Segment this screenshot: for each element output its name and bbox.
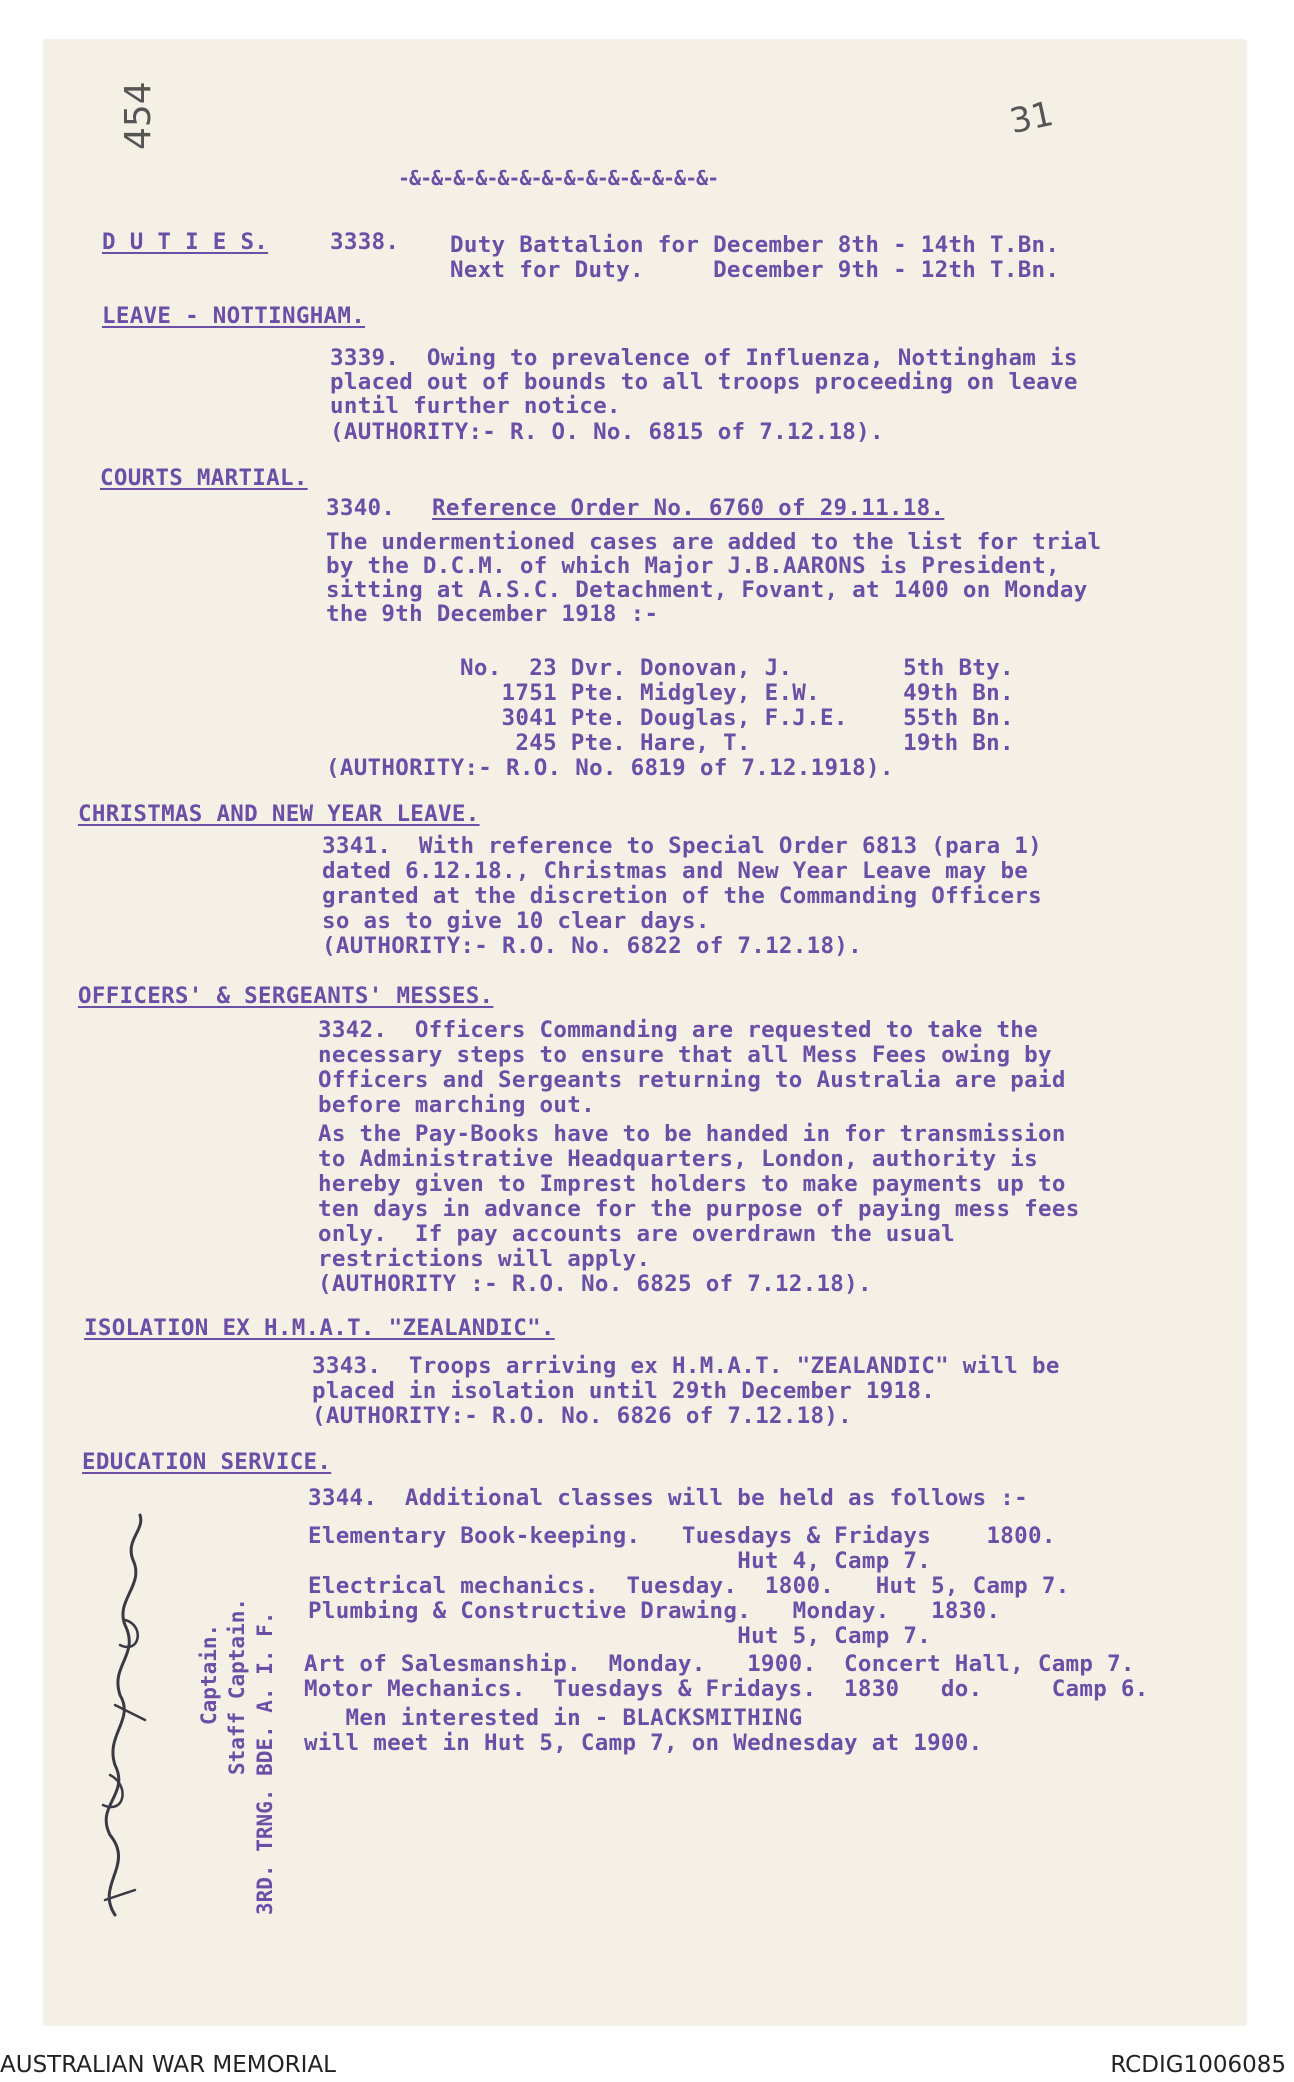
christmas-line: granted at the discretion of the Commanding Officers bbox=[322, 883, 1042, 909]
heading-duties: D U T I E S. bbox=[102, 229, 269, 255]
leave-authority: (AUTHORITY:- R. O. No. 6815 of 7.12.18). bbox=[330, 419, 884, 445]
signature-stamp bbox=[195, 1598, 279, 1915]
education-line: Art of Salesmanship. Monday. 1900. Concert Hall, Camp 7. bbox=[304, 1651, 1135, 1677]
duties-line-1: Duty Battalion for December 8th - 14th T.Bn. bbox=[450, 232, 1060, 258]
isolation-authority: (AUTHORITY:- R.O. No. 6826 of 7.12.18). bbox=[312, 1403, 852, 1429]
heading-messes: OFFICERS' & SERGEANTS' MESSES. bbox=[78, 983, 494, 1009]
duties-line-2: Next for Duty. December 9th - 12th T.Bn. bbox=[450, 257, 1060, 283]
christmas-line: 3341. With reference to Special Order 6813 (para 1) bbox=[322, 833, 1042, 859]
education-line: 3344. Additional classes will be held as follows :- bbox=[308, 1485, 1028, 1511]
courts-case: 3041 Pte. Douglas, F.J.E. 55th Bn. bbox=[460, 705, 1014, 731]
page-number-left: 454 bbox=[118, 81, 159, 150]
messes-line: As the Pay-Books have to be handed in for transmission bbox=[318, 1121, 1066, 1147]
leave-line: until further notice. bbox=[330, 393, 621, 419]
heading-education: EDUCATION SERVICE. bbox=[82, 1449, 332, 1475]
courts-line: by the D.C.M. of which Major J.B.AARONS is President, bbox=[326, 553, 1060, 579]
christmas-line: so as to give 10 clear days. bbox=[322, 908, 710, 934]
education-line: Plumbing & Constructive Drawing. Monday. 1830. bbox=[308, 1598, 1001, 1624]
messes-line: Officers and Sergeants returning to Australia are paid bbox=[318, 1067, 1066, 1093]
heading-courts-martial: COURTS MARTIAL. bbox=[100, 465, 308, 491]
courts-line: The undermentioned cases are added to the list for trial bbox=[326, 529, 1102, 555]
messes-line: 3342. Officers Commanding are requested to take the bbox=[318, 1017, 1038, 1043]
christmas-authority: (AUTHORITY:- R.O. No. 6822 of 7.12.18). bbox=[322, 933, 862, 959]
heading-leave-nottingham: LEAVE - NOTTINGHAM. bbox=[102, 303, 366, 329]
courts-line: sitting at A.S.C. Detachment, Fovant, at 1400 on Monday bbox=[326, 577, 1088, 603]
education-line: Electrical mechanics. Tuesday. 1800. Hut 5, Camp 7. bbox=[308, 1573, 1070, 1599]
leave-line: 3339. Owing to prevalence of Influenza, Nottingham is bbox=[330, 345, 1078, 371]
isolation-line: 3343. Troops arriving ex H.M.A.T. "ZEALANDIC" will be bbox=[312, 1353, 1060, 1379]
messes-line: only. If pay accounts are overdrawn the usual bbox=[318, 1221, 955, 1247]
messes-authority: (AUTHORITY :- R.O. No. 6825 of 7.12.18). bbox=[318, 1271, 872, 1297]
leave-line: placed out of bounds to all troops proceeding on leave bbox=[330, 369, 1078, 395]
signature-staff-captain: Staff Captain. bbox=[225, 1597, 249, 1775]
courts-authority: (AUTHORITY:- R.O. No. 6819 of 7.12.1918). bbox=[326, 755, 894, 781]
signature-captain: Captain. bbox=[197, 1623, 221, 1725]
courts-line: the 9th December 1918 :- bbox=[326, 601, 659, 627]
education-line: Men interested in - BLACKSMITHING bbox=[304, 1705, 803, 1731]
page-number-right: 31 bbox=[1006, 93, 1057, 143]
courts-number: 3340. bbox=[326, 495, 396, 521]
education-line: will meet in Hut 5, Camp 7, on Wednesday at 1900. bbox=[304, 1730, 983, 1756]
footer-reference: RCDIG1006085 bbox=[1110, 2052, 1286, 2078]
duties-number: 3338. bbox=[330, 229, 400, 255]
messes-line: before marching out. bbox=[318, 1092, 595, 1118]
isolation-line: placed in isolation until 29th December 1918. bbox=[312, 1378, 936, 1404]
messes-line: ten days in advance for the purpose of paying mess fees bbox=[318, 1196, 1080, 1222]
education-line: Hut 4, Camp 7. bbox=[308, 1548, 932, 1574]
handwritten-signature bbox=[75, 1505, 205, 1925]
education-line: Motor Mechanics. Tuesdays & Fridays. 1830 do. Camp 6. bbox=[304, 1676, 1149, 1702]
courts-reference: Reference Order No. 6760 of 29.11.18. bbox=[432, 495, 945, 521]
heading-christmas-leave: CHRISTMAS AND NEW YEAR LEAVE. bbox=[78, 801, 480, 827]
courts-case: 1751 Pte. Midgley, E.W. 49th Bn. bbox=[460, 680, 1014, 706]
messes-line: hereby given to Imprest holders to make payments up to bbox=[318, 1171, 1066, 1197]
messes-line: restrictions will apply. bbox=[318, 1246, 651, 1272]
signature-block bbox=[135, 1505, 335, 1925]
messes-line: necessary steps to ensure that all Mess Fees owing by bbox=[318, 1042, 1052, 1068]
christmas-line: dated 6.12.18., Christmas and New Year Leave may be bbox=[322, 858, 1029, 884]
education-line: Hut 5, Camp 7. bbox=[308, 1623, 932, 1649]
signature-brigade: 3RD. TRNG. BDE. A. I. F. bbox=[253, 1611, 277, 1915]
separator-line: -&-&-&-&-&-&-&-&-&-&-&-&-&-&- bbox=[398, 166, 719, 190]
footer-institution: AUSTRALIAN WAR MEMORIAL bbox=[0, 2052, 336, 2078]
heading-isolation: ISOLATION EX H.M.A.T. "ZEALANDIC". bbox=[84, 1315, 555, 1341]
courts-case: 245 Pte. Hare, T. 19th Bn. bbox=[460, 730, 1014, 756]
courts-case: No. 23 Dvr. Donovan, J. 5th Bty. bbox=[460, 655, 1014, 681]
messes-line: to Administrative Headquarters, London, authority is bbox=[318, 1146, 1038, 1172]
education-line: Elementary Book-keeping. Tuesdays & Fridays 1800. bbox=[308, 1523, 1056, 1549]
